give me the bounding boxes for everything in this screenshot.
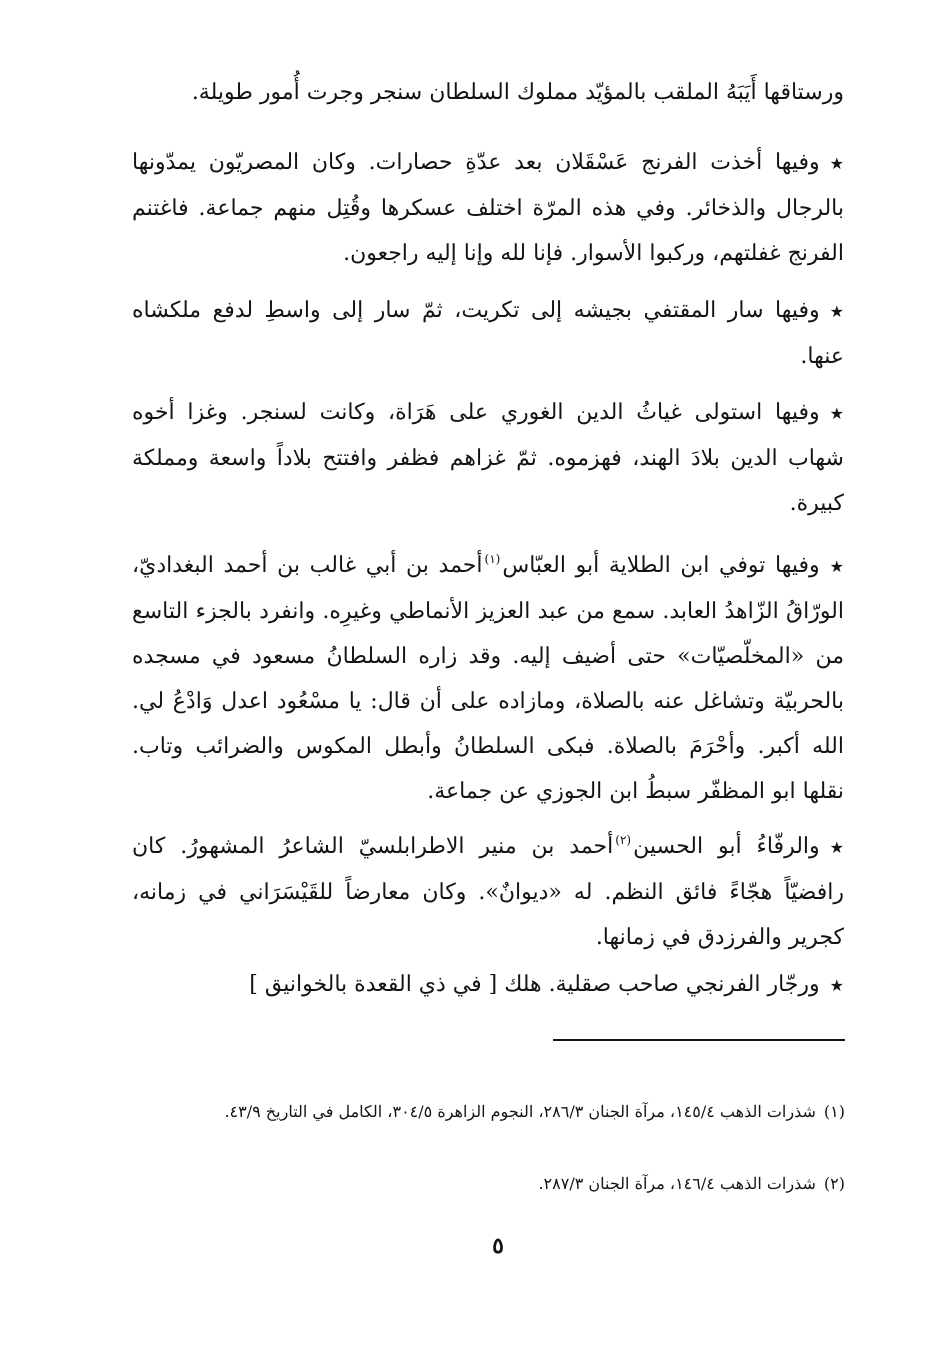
footnote-number: (١)	[823, 1102, 845, 1121]
paragraph-roger	[132, 962, 844, 1008]
star-bullet-icon: ★	[829, 556, 845, 576]
star-bullet-icon: ★	[829, 301, 844, 321]
footnote-2	[140, 1169, 845, 1199]
page-number: ٥	[492, 1233, 504, 1259]
star-bullet-icon: ★	[829, 975, 844, 995]
footnote-text: شذرات الذهب ١٤٥/٤، مرآة الجنان ٢٨٦/٣، النجوم الزاهرة ٣٠٤/٥، الكامل في التاريخ ٤٣/٩.	[224, 1102, 816, 1121]
paragraph-muqtafi	[132, 288, 844, 379]
entry-raffa	[132, 818, 844, 960]
paragraph-text-start: وفيها توفي ابن الطلاية أبو العبّاس	[502, 553, 820, 578]
entry-ghiyath	[132, 390, 844, 526]
entry-ibn-talaya	[132, 537, 844, 814]
entry-ascalon	[132, 140, 844, 276]
paragraph-continuation: ورستاقها أَيَبَهُ الملقب بالمؤيّد مملوك السلطان سنجر وجرت أُمور طويلة.	[191, 80, 844, 105]
paragraph-text-rest: أحمد بن أبي غالب بن أحمد البغداديّ، الورّاقُ الزّاهدُ العابد. سمع من عبد العزيز الأنماطي وغيرِه. وانفرد بالجزء التاسع من «المخلّصيّات» حتى أضيف إليه. وقد زاره السلطانُ مسعود في مسجده بالحربيّة وتشاغل عنه بالصلاة، ومازاده على أن قال: يا مسْعُود اعدل وَادْعُ لي. الله أكبر. وأحْرَمَ بالصلاة. فبكى السلطانُ وأبطل المكوس والضرائب وتاب. نقلها ابو المظفّر سبطُ ابن الجوزي عن جماعة.	[132, 553, 844, 804]
paragraph-text: وفيها أخذت الفرنج عَسْقَلان بعد عدّةِ حصارات. وكان المصريّون يمدّونها بالرجال والذخائر. وفي هذه المرّة اختلف عسكرها وقُتِل منهم جماعة. فاغتنم الفرنج غفلتهم، وركبوا الأسوار. فإنا لله وإنا إليه راجعون.	[132, 150, 844, 266]
star-bullet-icon: ★	[829, 153, 844, 173]
paragraph-ibn-talaya	[132, 537, 844, 814]
footnote-1	[140, 1097, 845, 1127]
entry-muqtafi	[132, 288, 844, 379]
paragraph-text: وفيها سار المقتفي بجيشه إلى تكريت، ثمّ سار إلى واسطِ لدفع ملكشاه عنها.	[132, 298, 844, 369]
star-bullet-icon: ★	[829, 403, 844, 423]
paragraph-text-start: والرفّاءُ أبو الحسين	[633, 834, 820, 859]
paragraph-text: وفيها استولى غياثُ الدين الغوري على هَرَاة، وكانت لسنجر. وغزا أخوه شهاب الدين بلادَ الهند، فهزموه. ثمّ غزاهم فظفر وافتتح بلاداً واسعة ومملكة كبيرة.	[132, 400, 844, 516]
star-bullet-icon: ★	[829, 837, 844, 857]
text-block-main	[132, 70, 844, 115]
entry-roger	[132, 962, 844, 1008]
paragraph-text: ورجّار الفرنجي صاحب صقلية. هلك [ في ذي القعدة بالخوانيق ]	[249, 972, 820, 997]
footnote-text: شذرات الذهب ١٤٦/٤، مرآة الجنان ٢٨٧/٣.	[538, 1174, 816, 1193]
paragraph-text-rest: أحمد بن منير الاطرابلسيّ الشاعرُ المشهورُ. كان رافضيّاً هجّاءً فائق النظم. له «ديوانٌ». وكان معارضاً للقَيْسَرَاني في زمانه، كجرير والفرزدق في زمانها.	[132, 834, 844, 950]
footnote-number: (٢)	[823, 1174, 845, 1193]
paragraph-ghiyath	[132, 390, 844, 526]
paragraph-ascalon	[132, 140, 844, 276]
footnote-ref-2[interactable]: (٢)	[615, 833, 632, 847]
paragraph-raffa	[132, 818, 844, 960]
footnote-separator	[553, 1039, 845, 1041]
footnote-ref-1[interactable]: (١)	[484, 552, 501, 566]
